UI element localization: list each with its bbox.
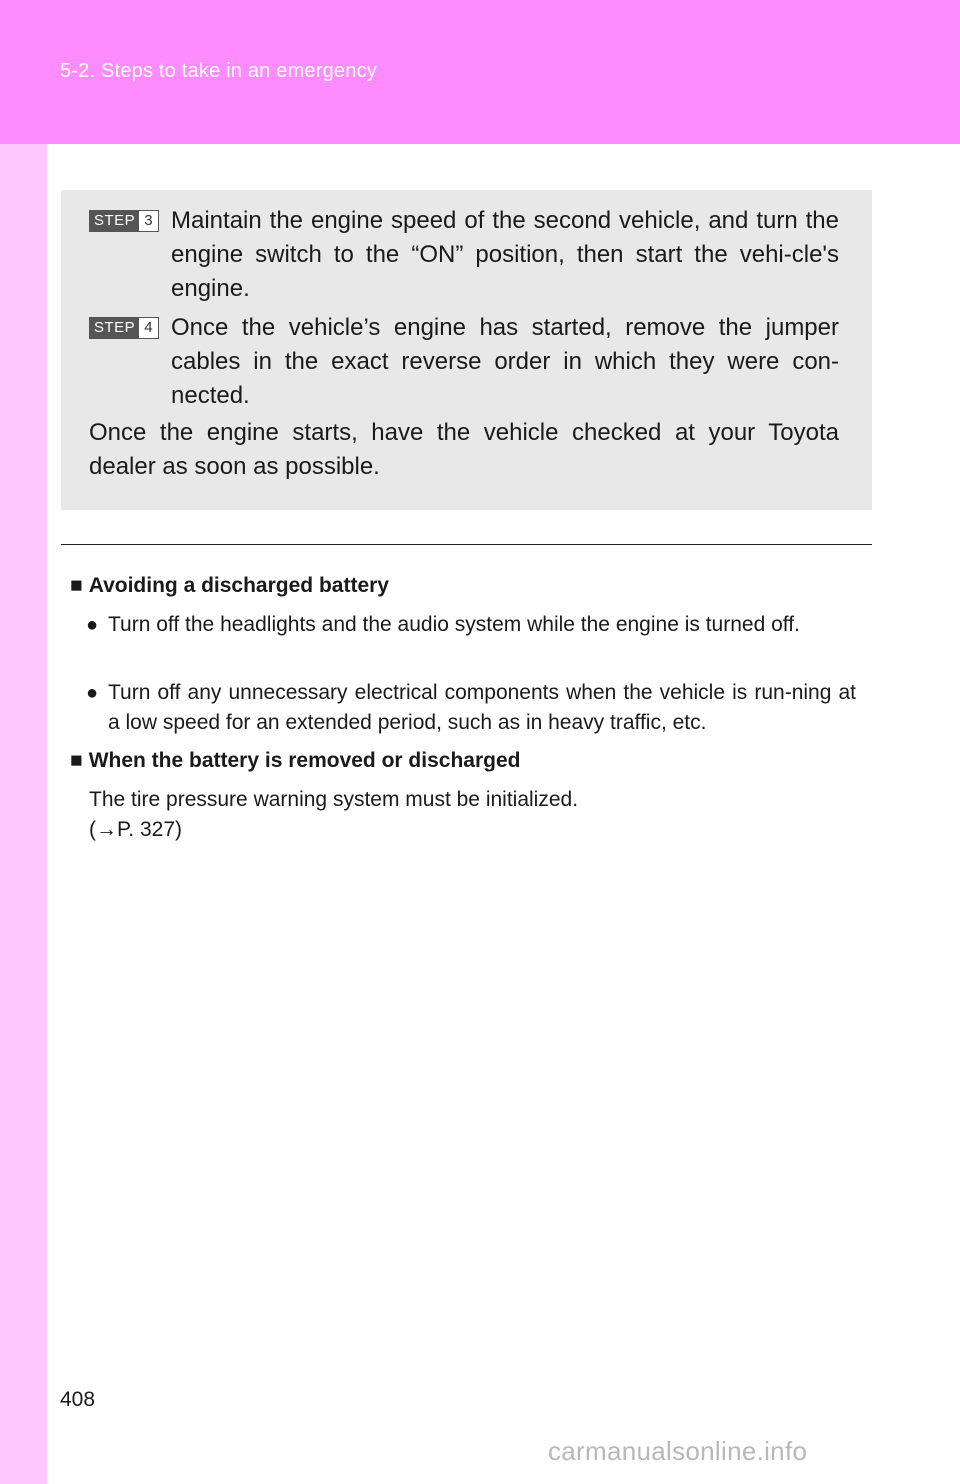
box-note: Once the engine starts, have the vehicle checked at your Toyota dealer as soon as possible. [89,419,839,480]
step-badge-number: 4 [139,318,157,338]
square-bullet-icon: ■ [70,749,83,772]
step-badge-label: STEP [90,211,139,231]
divider [61,544,872,545]
page-header [0,0,960,144]
list-item [86,678,856,738]
step-badge [89,317,159,339]
section-breadcrumb: 5-2. Steps to take in an emergency [60,60,377,82]
list-item-text: Turn off any unnecessary electrical components when the vehicle is run-ning at a low speed for an extended period, such as in heavy traffic, etc. [108,681,856,734]
square-bullet-icon: ■ [70,574,83,597]
section-heading-discharged-battery [70,574,389,598]
step-badge-label: STEP [90,318,139,338]
circle-bullet-icon: ● [86,614,99,636]
section-title: Avoiding a discharged battery [88,574,389,597]
steps-box [61,190,872,510]
step-text: Maintain the engine speed of the second vehicle, and turn the engine switch to the “ON” position, then start the vehi-cle's engine. [171,207,839,302]
section-text: The tire pressure warning system must be initialized. [89,788,579,811]
circle-bullet-icon: ● [86,682,99,704]
list-item [86,610,856,640]
margin-strip [0,144,47,1484]
watermark: carmanualsonline.info [548,1436,808,1466]
step-3 [89,204,839,306]
page-number: 408 [60,1388,96,1411]
page-reference-link[interactable]: (→P. 327) [89,818,182,841]
step-badge [89,210,159,232]
section-heading-battery-removed [70,749,520,773]
step-text: Once the vehicle’s engine has started, remove the jumper cables in the exact reverse order in which they were con-nected. [171,314,839,409]
step-4 [89,311,839,413]
section-title: When the battery is removed or discharged [88,749,521,772]
list-item-text: Turn off the headlights and the audio system while the engine is turned off. [108,613,800,636]
step-badge-number: 3 [139,211,157,231]
